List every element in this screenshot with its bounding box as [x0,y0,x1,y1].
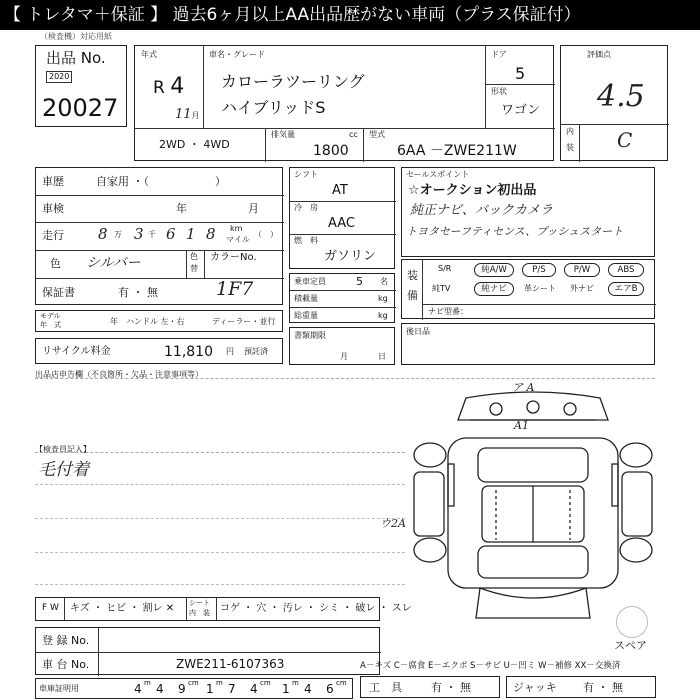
mileage-unit-km: km [230,224,243,233]
capacity-unit: 名 [380,277,388,286]
model-year-label-bottom: 年 式 [40,321,61,329]
lot-year: 2020 [46,71,72,83]
jack-label: ジャッキ [513,681,557,694]
cert-digit-5: 7 [228,682,236,696]
jack-value: 有 ・ 無 [583,681,623,694]
seat-label-top: シート [189,599,210,607]
displacement-unit: cc [349,130,358,139]
sheet-subheader: （検査機）対応用紙 [40,32,112,41]
score-label: 評価点 [587,50,611,59]
spare-label: スペア [614,639,647,652]
load-label: 積載量 [294,294,318,303]
recycle-unit: 円 [226,347,234,356]
mileage-hyaku: 6 [166,225,176,243]
garage-cert-box [35,678,353,699]
garage-cert-label: 車庫証明用 [39,684,79,693]
door-value: 5 [515,64,526,83]
door-label: ドア [491,50,507,59]
color-code-value: 1F7 [216,278,254,300]
history-box [35,167,283,305]
owner-box [401,323,655,365]
model-year-unit: 年 [110,317,118,326]
equip-power-steering: P/S [522,263,556,277]
ac-value: AAC [328,216,355,231]
cert-digit-2: 4 [156,682,164,696]
chassis-label: 車 台 No. [42,658,90,671]
displacement-value: 1800 [313,143,349,159]
equip-airbag: エアB [608,282,644,296]
cert-digit-7: 1 [282,682,290,696]
registration-box [35,627,380,675]
notes-label: 出品店申告欄（不良箇所・欠品・注意事項等） [35,370,203,379]
equip-tv: 純TV [432,284,451,293]
shape-value: ワゴン [501,103,541,118]
shift-value: AT [332,183,348,198]
recycle-box [35,338,283,364]
tools-label: 工 具 [369,681,402,694]
sales-headline: ☆オークション初出品 [408,183,537,198]
year-label: 年式 [141,50,157,59]
weight-label: 総重量 [294,311,318,320]
fuel-label: 燃 料 [294,236,318,245]
equip-alloy-wheels: 純A/W [474,263,514,277]
inspector-label: 【検査員記入】 [35,445,91,454]
interior-score: C [617,128,633,152]
handle-side: ハンドル 左・右 [126,317,185,326]
mileage-label: 走行 [42,229,64,242]
mileage-man-unit: 万 [114,230,122,239]
equipment-box [401,259,655,319]
year-value: 4 [170,74,185,99]
lot-box [35,45,127,127]
mileage-sen-unit: 千 [148,230,156,239]
car-body-diagram [408,380,658,630]
tools-value: 有 ・ 無 [431,681,471,694]
jack-box [506,676,656,698]
mileage-unit-mile: マイル [226,235,250,244]
inspection-year-unit: 年 [176,202,187,215]
equip-sunroof: S/R [438,264,452,273]
tools-box [360,676,500,698]
load-unit: kg [378,294,388,303]
cert-digit-8: 4 [304,682,312,696]
name-label: 車名・グレード [209,50,265,59]
sales-line-2: トヨタセーフティセンス、プッシュスタート [406,225,624,238]
cert-digit-6: 4 [250,682,258,696]
color-label: 色 [50,257,61,270]
mileage-paren: （ ） [254,230,278,239]
equip-abs: ABS [608,263,644,277]
equip-power-windows: P/W [564,263,600,277]
cert-unit-4: cm [260,679,271,687]
month-value: 11 [175,107,192,122]
mileage-jyu: 1 [186,225,196,243]
docs-label: 書類期限 [294,331,326,340]
history-value: 自家用 ・（ ） [96,175,226,188]
equip-label-top: 装 [407,269,418,282]
ac-label: 冷 房 [294,203,318,212]
docs-day-unit: 日 [378,352,386,361]
era-value: R [153,78,165,98]
seat-conditions: コゲ ・ 穴 ・ 汚レ ・ シミ ・ 破レ ・ スレ [220,603,412,614]
spec-box [289,167,395,269]
docs-month-unit: 月 [340,352,348,361]
cert-unit-2: cm [188,679,199,687]
inspector-note: 毛付着 [38,460,89,480]
sales-point-label: セールスポイント [406,170,470,179]
weight-unit: kg [378,311,388,320]
equip-label-bottom: 備 [407,289,418,302]
fw-conditions: キズ ・ ヒビ ・ 割レ ✕ [70,603,175,614]
lot-number: 20027 [42,94,119,122]
cert-digit-3: 9 [178,682,186,696]
inspection-label: 車検 [42,202,64,215]
sales-line-1: 純正ナビ、バックカメラ [410,203,553,218]
warranty-label: 保証書 [42,286,75,299]
color-change-label-top: 色 [190,252,198,261]
score-value: 4.5 [597,79,645,114]
auction-banner: 【 トレタマ＋保証 】 過去6ヶ月以上AA出品歴がない車両（プラス保証付） [0,0,700,30]
cert-digit-4: 1 [206,682,214,696]
lot-label: 出品 No. [46,49,106,67]
color-code-label: カラーNo. [210,252,257,263]
model-year-label-top: モデル [40,312,61,320]
mileage-ichi: 8 [206,225,216,243]
damage-legend: A－キズ C－腐食 E－エクボ S－サビ U－凹ミ W－補修 XX－交換済 [360,661,621,671]
color-change-label-bottom: 替 [190,264,198,273]
dealer-type: ディーラー・並行 [212,317,276,326]
score-box [560,45,668,161]
equip-external-navi: 外ナビ [570,284,594,293]
equip-navi: 純ナビ [474,282,514,296]
chassis-number: ZWE211-6107363 [176,657,285,671]
docs-deadline-box [289,327,395,365]
spare-tire-icon [616,606,648,638]
recycle-value: 11,810 [164,344,213,360]
displacement-label: 排気量 [271,130,295,139]
mileage-sen: 3 [134,225,144,243]
registration-label: 登 録 No. [42,634,90,647]
seat-label-bottom: 内 装 [189,609,210,617]
cert-unit-5: m [292,679,299,687]
fuel-value: ガソリン [324,249,377,264]
fw-label: F W [42,603,59,613]
vehicle-grade: ハイブリッドS [221,98,326,117]
interior-label-bottom: 装 [566,143,574,152]
damage-a1: A1 [514,419,529,432]
drive-type: 2WD ・ 4WD [159,138,230,151]
inspection-month-unit: 月 [248,202,259,215]
model-year-box [35,310,283,332]
glass-interior-box [35,597,412,621]
warranty-value: 有 ・ 無 [118,286,158,299]
sales-point-box [401,167,655,257]
model-label: 型式 [369,130,385,139]
cert-digit-9: 6 [326,682,334,696]
vehicle-info-box [134,45,554,161]
month-unit: 月 [191,111,200,120]
cert-unit-1: m [144,679,151,687]
capacity-label: 乗車定員 [294,277,326,286]
interior-label-top: 内 [566,127,574,136]
capacity-box [289,273,395,323]
shift-label: シフト [294,170,318,179]
vehicle-name: カローラツーリング [221,72,365,91]
capacity-value: 5 [356,275,363,288]
damage-side: ウ2A [380,517,406,530]
cert-unit-3: m [216,679,223,687]
model-value: 6AA －ZWE211W [397,143,517,159]
equip-leather-seat: 革シート [524,284,556,293]
recycle-note: 預託済 [244,347,268,356]
mileage-man: 8 [98,225,108,243]
cert-digit-1: 4 [134,682,142,696]
damage-front: ア A [512,381,535,394]
color-value: シルバー [86,255,141,271]
cert-unit-6: cm [336,679,347,687]
shape-label: 形状 [491,87,507,96]
history-label: 車歴 [42,175,64,188]
owner-label: 後日品 [406,327,430,336]
recycle-label: リサイクル料金 [42,346,111,357]
navi-model-label: ナビ型番： [428,307,468,316]
